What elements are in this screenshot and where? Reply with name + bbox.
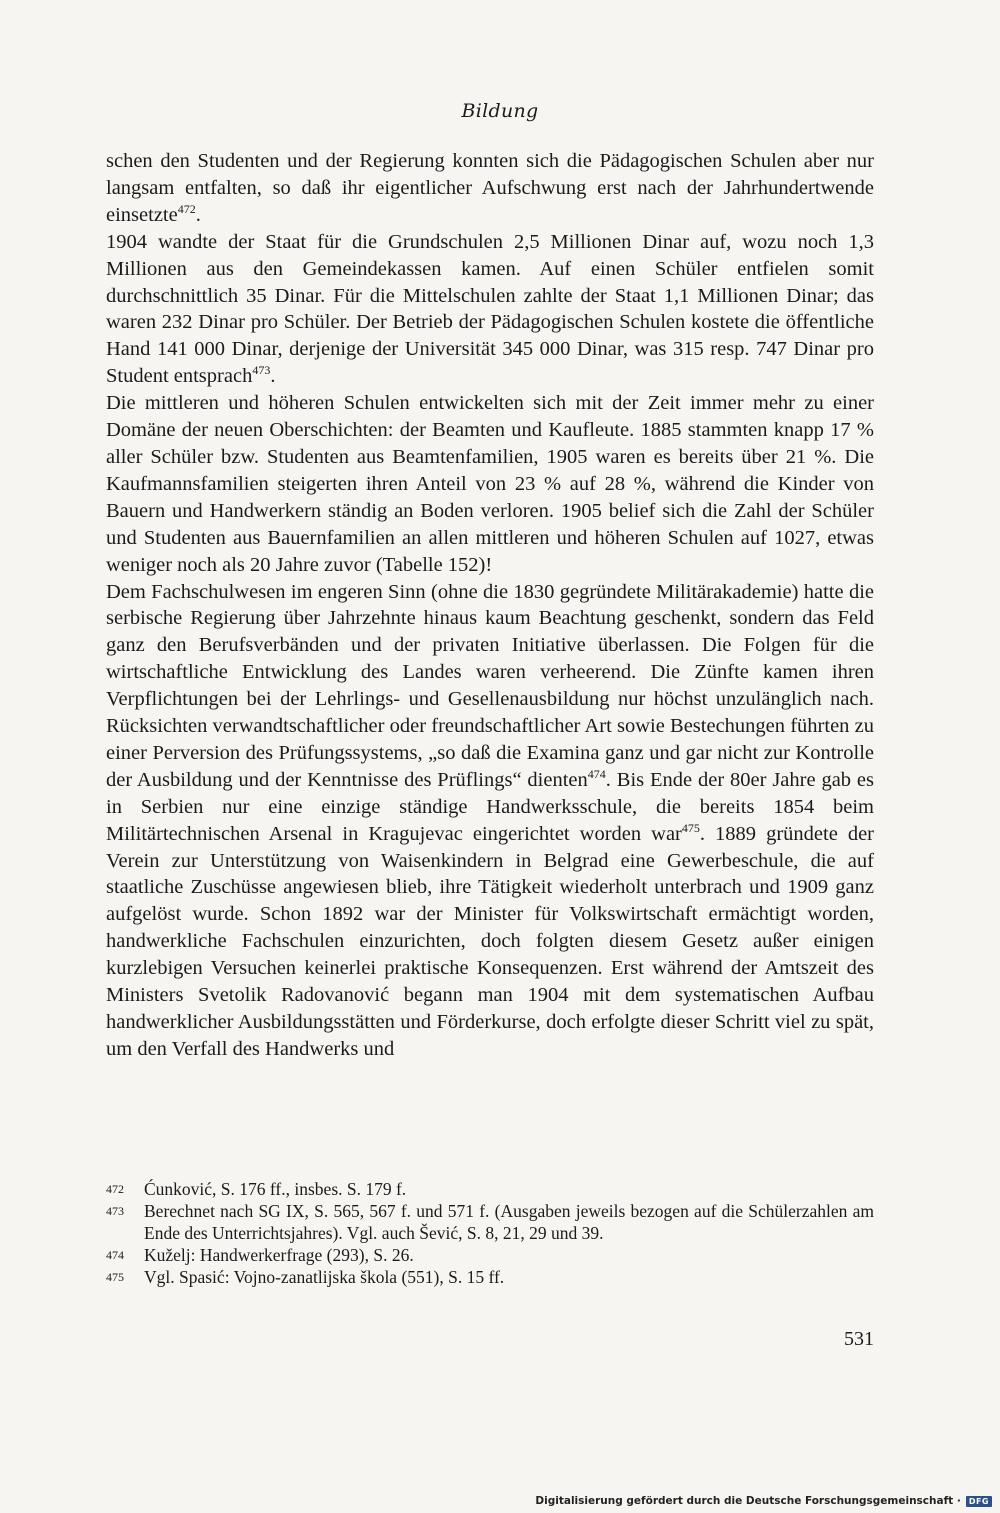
footnote-number: 474	[106, 1248, 124, 1262]
paragraph-text: Die mittleren und höheren Schulen entwickelten sich mit der Zeit immer mehr zu einer Domäne der neuen Oberschichten: der Beamten und Kaufleute. 1885 stammten knapp 17 % aller Schüler bzw. Studenten aus Beamtenfamilien, 1905 waren es bereits über 21 %. Die Kaufmannsfamilien steigerten ihren Anteil von 23 % auf 28 %, während die Kinder von Bauern und Handwerkern ständig an Boden verloren. 1905 belief sich die Zahl der Schüler und Studenten aus Bauernfamilien an allen mittleren und höheren Schulen auf 1027, etwas weniger noch als 20 Jahre zuvor (Tabelle 152)!	[106, 392, 874, 576]
digitization-note	[535, 1495, 992, 1507]
body-text	[106, 148, 874, 1063]
running-title: Bildung	[461, 100, 539, 122]
footnote-number: 472	[106, 1182, 124, 1196]
footnote-ref[interactable]: 472	[177, 201, 196, 216]
footnote-number: 473	[106, 1204, 124, 1218]
footnote-text: Vgl. Spasić: Vojno-zanatlijska škola (551), S. 15 ff.	[144, 1267, 505, 1287]
paragraph-text: .	[270, 365, 276, 388]
paragraph	[106, 390, 874, 578]
footnote	[106, 1178, 874, 1200]
paragraph-text: schen den Studenten und der Regierung konnten sich die Pädagogischen Schulen aber nur langsam entfalten, so daß ihr eigentlicher Aufschwung erst nach der Jahrhundertwende einsetzte	[106, 150, 874, 226]
footnote	[106, 1244, 874, 1266]
footnote-text: Berechnet nach SG IX, S. 565, 567 f. und 571 f. (Ausgaben jeweils bezogen auf die Schülerzahlen am Ende des Unterrichtsjahres). Vgl. auch Šević, S. 8, 21, 29 und 39.	[144, 1201, 874, 1243]
page-number: 531	[844, 1328, 874, 1350]
footnote	[106, 1200, 874, 1244]
paragraph-text: Dem Fachschulwesen im engeren Sinn (ohne die 1830 gegründete Militärakademie) hatte die serbische Regierung über Jahrzehnte hinaus kaum Beachtung geschenkt, sondern das Feld ganz den Berufsverbänden und der privaten Initiative überlassen. Die Folgen für die wirtschaftliche Entwicklung des Landes waren verheerend. Die Zünfte kamen ihren Verpflichtungen bei der Lehrlings- und Gesellenausbildung nur höchst unzulänglich nach. Rücksichten verwandtschaftlicher oder freundschaftlicher Art sowie Bestechungen führten zu einer Perversion des Prüfungssystems, „so daß die Examina ganz und gar nicht zur Kontrolle der Ausbildung und der Kenntnisse des Prüflings“ dienten	[106, 580, 874, 791]
paragraph	[106, 579, 874, 1063]
dfg-logo-icon: DFG	[966, 1496, 992, 1507]
paragraph	[106, 229, 874, 390]
paragraph-text: .	[195, 203, 201, 226]
digitization-note-text: Digitalisierung gefördert durch die Deutsche Forschungsgemeinschaft ·	[535, 1495, 961, 1507]
footnote-text: Ćunković, S. 176 ff., insbes. S. 179 f.	[144, 1179, 407, 1199]
paragraph-text: 1904 wandte der Staat für die Grundschulen 2,5 Millionen Dinar auf, wozu noch 1,3 Millionen aus den Gemeindekassen kamen. Auf einen Schüler entfielen somit durchschnittlich 35 Dinar. Für die Mittelschulen zahlte der Staat 1,1 Millionen Dinar; das waren 232 Dinar pro Schüler. Der Betrieb der Pädagogischen Schulen kostete die öffentliche Hand 141 000 Dinar, derjenige der Universität 345 000 Dinar, was 315 resp. 747 Dinar pro Student entsprach	[106, 230, 874, 388]
footnote-number: 475	[106, 1270, 124, 1284]
footnotes	[106, 1178, 874, 1288]
paragraph	[106, 148, 874, 229]
footnote	[106, 1266, 874, 1288]
footnote-ref[interactable]: 475	[681, 820, 700, 835]
footnote-ref[interactable]: 474	[587, 767, 606, 782]
paragraph-text: . Bis Ende der 80er Jahre gab es in Serbien nur eine einzige ständige Handwerksschule, die bereits 1854 beim Militärtechnischen Arsenal in Kragujevac eingerichtet worden war	[106, 768, 874, 845]
footnote-text: Kuželj: Handwerkerfrage (293), S. 26.	[144, 1245, 414, 1265]
footnote-ref[interactable]: 473	[252, 363, 271, 378]
paragraph-text: . 1889 gründete der Verein zur Unterstützung von Waisenkindern in Belgrad eine Gewerbeschule, die auf staatliche Zuschüsse angewiesen blieb, ihre Tätigkeit wiederholt unterbrach und 1909 ganz aufgelöst wurde. Schon 1892 war der Minister für Volkswirtschaft ermächtigt worden, handwerkliche Fachschulen einzurichten, doch folgten diesem Gesetz außer einigen kurzlebigen Versuchen keinerlei praktische Konsequenzen. Erst während der Amtszeit des Ministers Svetolik Radovanović begann man 1904 mit dem systematischen Aufbau handwerklicher Ausbildungsstätten und Förderkurse, doch erfolgte dieser Schritt viel zu spät, um den Verfall des Handwerks und	[106, 822, 874, 1060]
